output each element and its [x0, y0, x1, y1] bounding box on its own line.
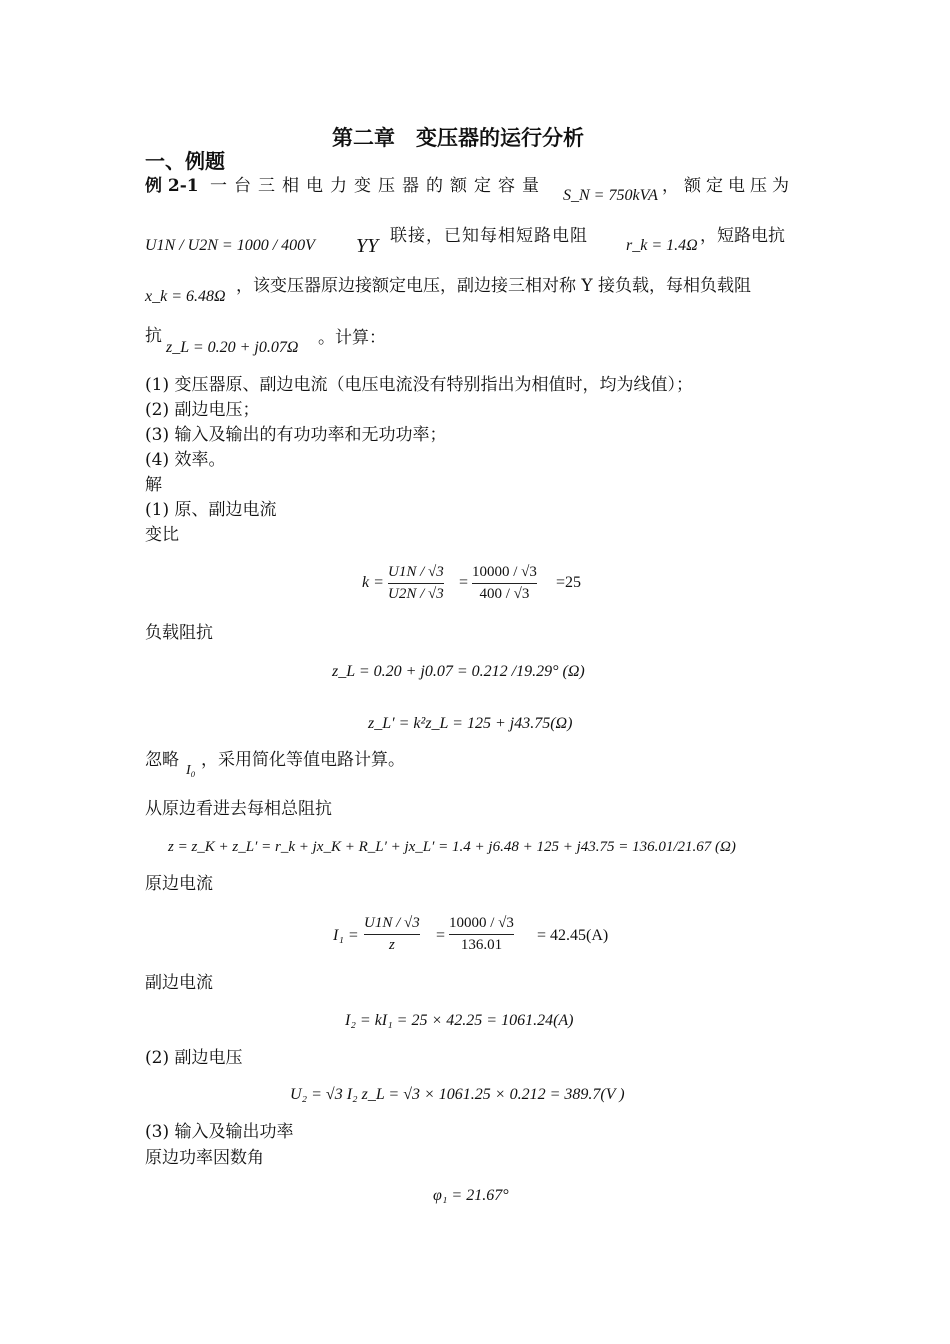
example-line1-formula: S_N = 750kVA: [563, 187, 658, 204]
question-3: (3) 输入及输出的有功功率和无功功率；: [145, 425, 447, 445]
ratio-result: =25: [556, 574, 582, 591]
i1-fraction-1: [364, 916, 420, 953]
i2-equation: I₂ = kI₁ = 25 × 42.25 = 1061.24(A): [345, 1012, 574, 1029]
ratio-num-1: U1N / √3: [388, 564, 444, 580]
example-line2-text: 联接，已知每相短路电阻: [390, 226, 588, 246]
ratio-den-2: 400 / √3: [479, 586, 530, 602]
question-4: (4) 效率。: [145, 450, 226, 470]
solution-label: 解: [145, 475, 162, 495]
solution-part2: (2) 副边电压: [145, 1048, 243, 1068]
zl-equation: z_L = 0.20 + j0.07 = 0.212 /19.29° (Ω): [332, 663, 585, 680]
example-line3-text: ，该变压器原边接额定电压，副边接三相对称 Y 接负载，每相负载阻: [236, 276, 752, 296]
i1-eq: =: [436, 927, 446, 944]
i2-label: 副边电流: [145, 973, 213, 993]
ignore-prefix: 忽略: [145, 750, 179, 770]
example-line3-formula: x_k = 6.48Ω: [145, 288, 226, 305]
i1-num-1: U1N / √3: [364, 915, 420, 931]
ratio-label: 变比: [145, 525, 179, 545]
ignore-tail: ，采用简化等值电路计算。: [201, 750, 405, 770]
example-line1-text: 一台三相电力变压器的额定容量: [210, 176, 546, 196]
phi-equation: φ₁ = 21.67°: [433, 1187, 509, 1204]
i1-result: = 42.45(A): [537, 927, 609, 944]
ratio-fraction-2: [472, 565, 537, 602]
zl-prime-equation: z_L′ = k²z_L = 125 + j43.75(Ω): [368, 715, 573, 732]
i1-num-2: 10000 / √3: [449, 915, 514, 931]
total-z-equation: z = z_K + z_L′ = r_k + jx_K + R_L′ + jx_L′ = 1.4 + j6.48 + 125 + j43.75 = 136.01/21.67 (Ω): [168, 839, 736, 855]
i1-fraction-2: [449, 916, 514, 953]
example-line2-formula2: r_k = 1.4Ω: [626, 237, 698, 254]
example-line2-tail: ，短路电抗: [700, 226, 785, 246]
question-2: (2) 副边电压；: [145, 400, 260, 420]
ratio-fraction-1: [388, 565, 444, 602]
example-label: 例 2-1: [145, 176, 199, 196]
example-line4-formula: z_L = 0.20 + j0.07Ω: [166, 339, 299, 356]
ratio-num-2: 10000 / √3: [472, 564, 537, 580]
i1-den-1: z: [388, 937, 395, 953]
chapter-title: 第二章 变压器的运行分析: [332, 125, 584, 150]
solution-part1: (1) 原、副边电流: [145, 500, 277, 520]
section-heading: 一、例题: [145, 149, 225, 173]
u2-equation: U₂ = √3 I₂ z_L = √3 × 1061.25 × 0.212 = 389.7(V ): [290, 1086, 625, 1103]
example-line1-tail: ，额定电压为: [662, 176, 794, 196]
example-line4-text: 抗: [145, 326, 162, 346]
ratio-eq: =: [459, 574, 469, 591]
pf-label: 原边功率因数角: [145, 1148, 264, 1168]
ratio-lhs: k =: [362, 574, 384, 591]
ratio-den-1: U2N / √3: [388, 586, 444, 602]
question-1: (1) 变压器原、副边电流（电压电流没有特别指出为相值时，均为线值）；: [145, 375, 693, 395]
load-label: 负载阻抗: [145, 623, 213, 643]
solution-part3: (3) 输入及输出功率: [145, 1122, 294, 1142]
example-line2-formula: U1N / U2N = 1000 / 400V: [145, 237, 315, 254]
total-z-label: 从原边看进去每相总阻抗: [145, 799, 332, 819]
example-line4-tail: 。计算：: [318, 328, 386, 348]
example-line2-yy: YY: [356, 235, 379, 257]
i1-label: 原边电流: [145, 874, 213, 894]
i1-lhs: I₁ =: [333, 927, 359, 944]
ignore-var: I₀: [186, 763, 196, 778]
i1-den-2: 136.01: [460, 937, 503, 953]
